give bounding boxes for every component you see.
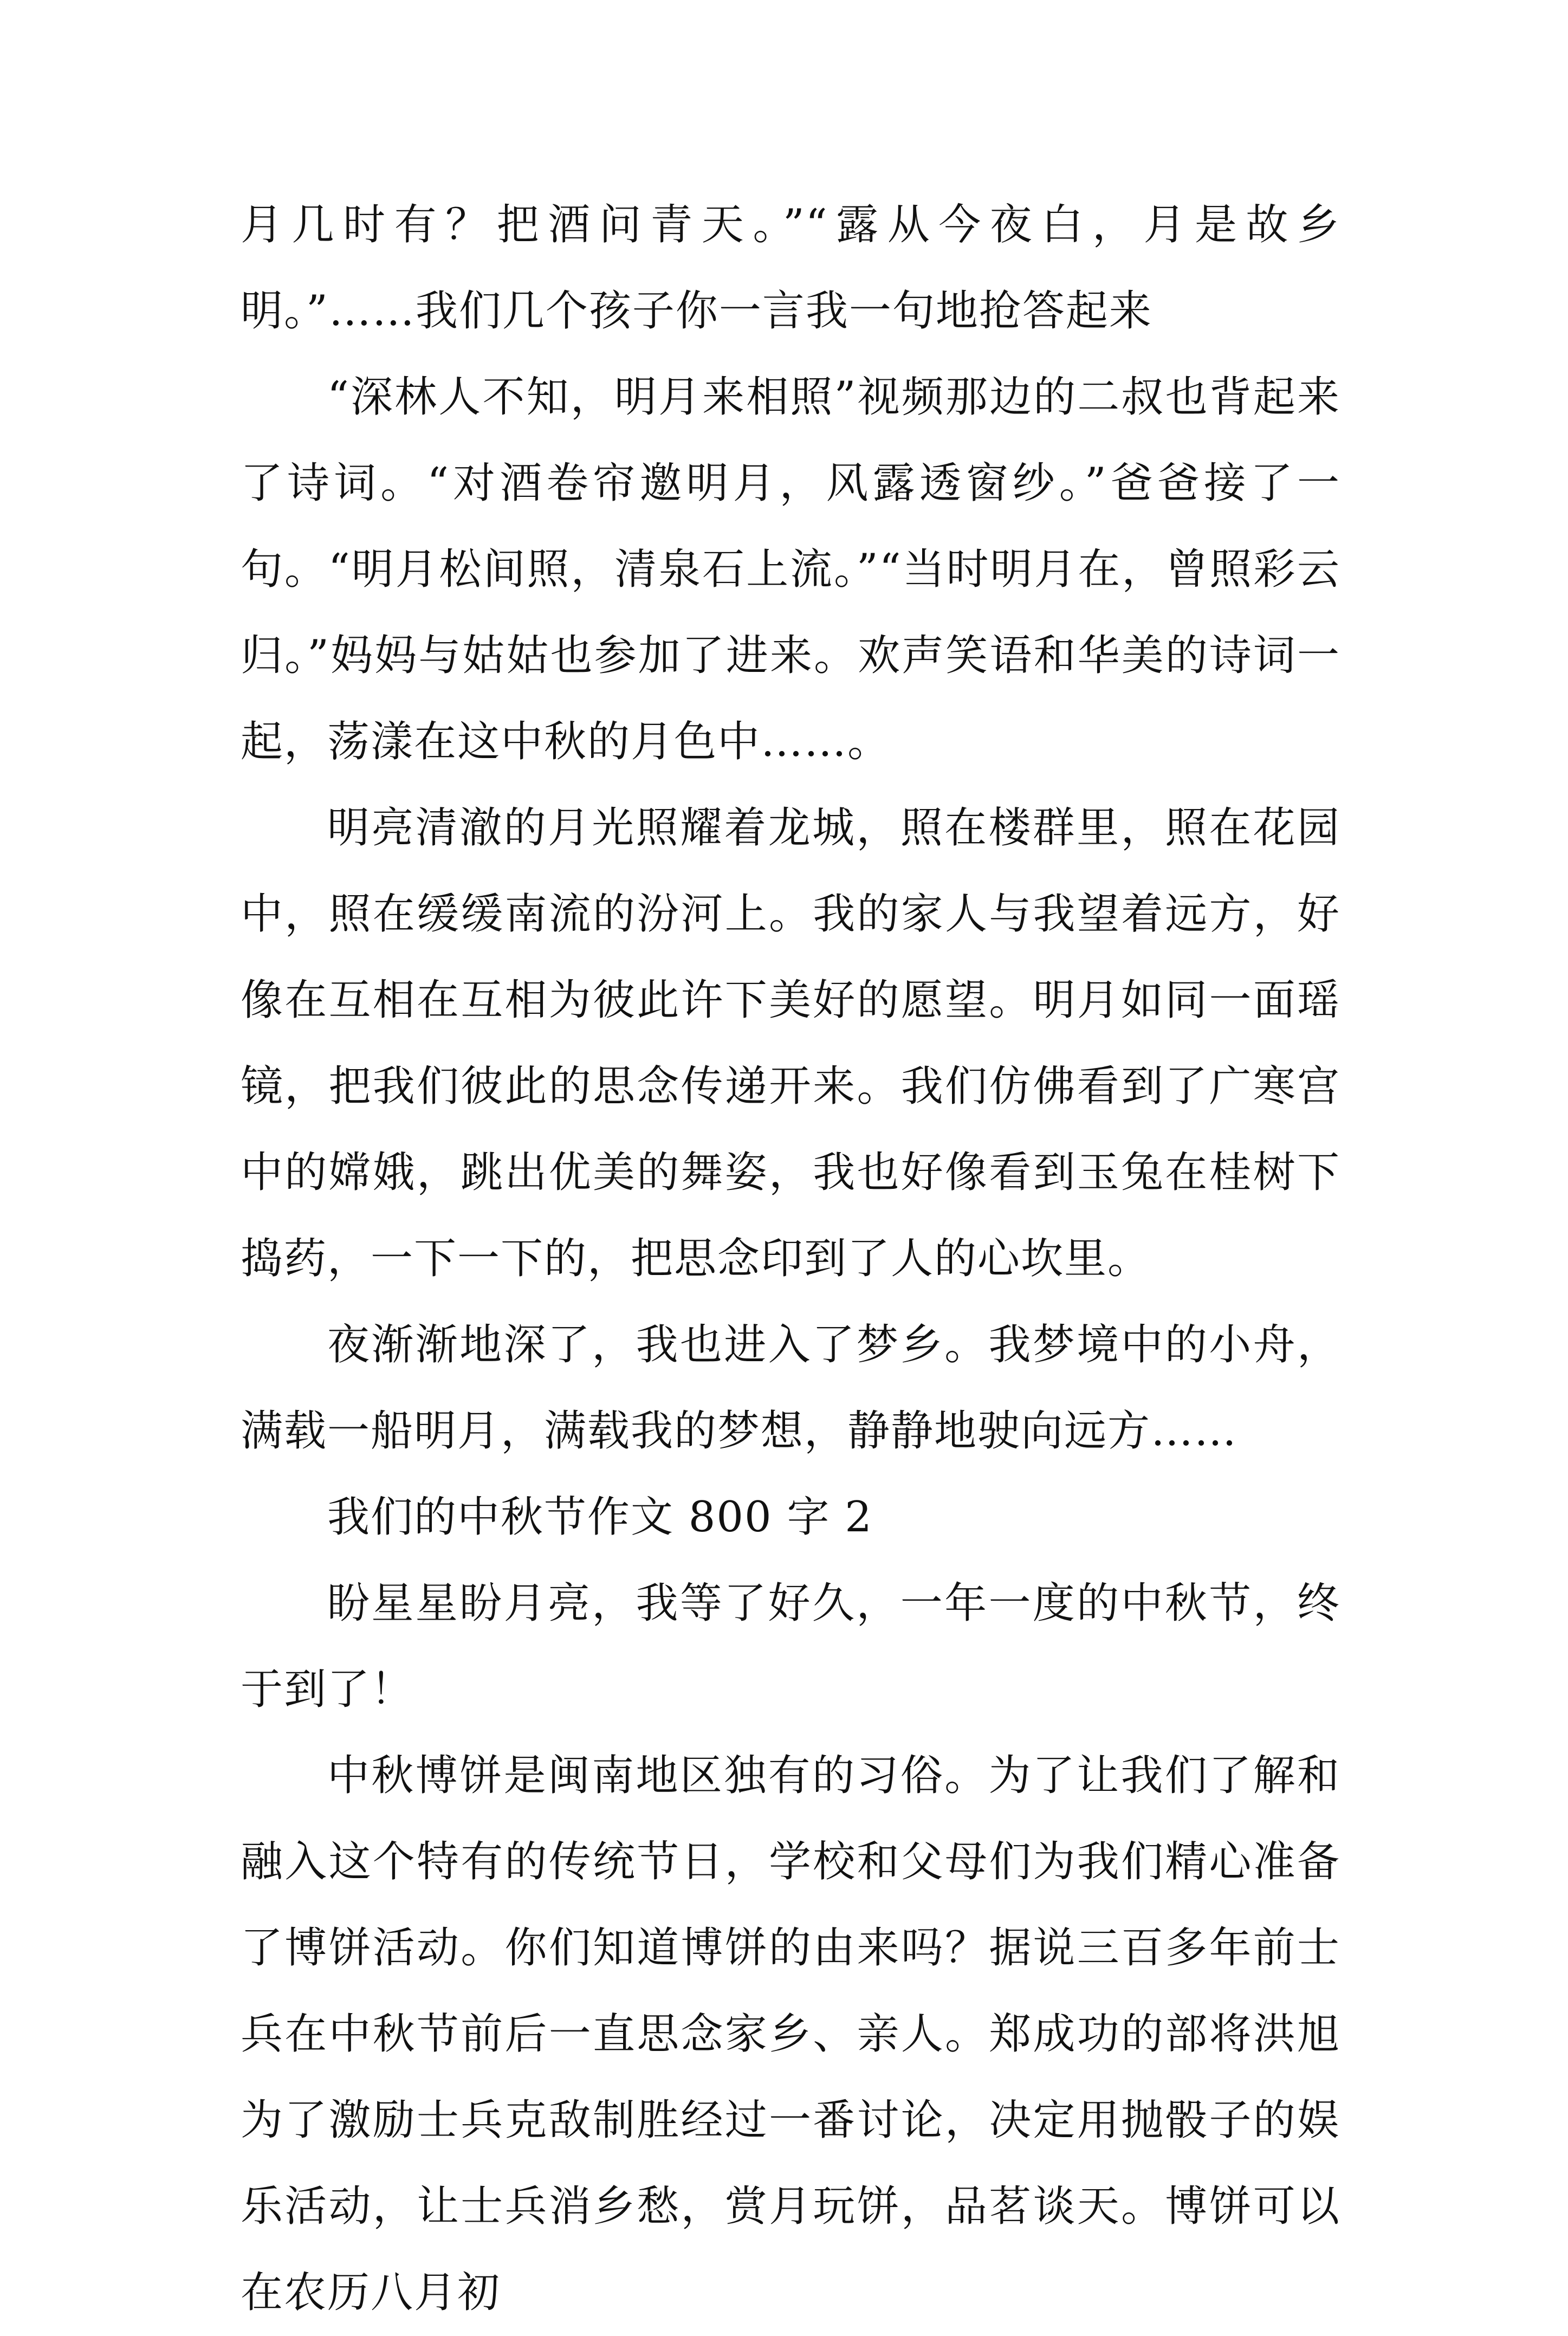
paragraph: 夜渐渐地深了，我也进入了梦乡。我梦境中的小舟，满载一船明月，满载我的梦想，静静地驶向远方…… [241, 1321, 1340, 1455]
paragraph: “深林人不知，明月来相照”视频那边的二叔也背起来了诗词。“对酒卷帘邀明月，风露透窗纱。”爸爸接了一句。“明月松间照，清泉石上流。”“当时明月在，曾照彩云归。”妈妈与姑姑也参加了进来。欢声笑语和华美的诗词一起，荡漾在这中秋的月色中……。 [241, 373, 1340, 766]
paragraph-continuation: 月几时有？把酒问青天。”“露从今夜白，月是故乡明。”……我们几个孩子你一言我一句地抢答起来 [241, 200, 1340, 335]
paragraph: 明亮清澈的月光照耀着龙城，照在楼群里，照在花园中，照在缓缓南流的汾河上。我的家人与我望着远方，好像在互相在互相为彼此许下美好的愿望。明月如同一面瑶镜，把我们彼此的思念传递开来。我们仿佛看到了广寒宫中的嫦娥，跳出优美的舞姿，我也好像看到玉兔在桂树下捣药，一下一下的，把思念印到了人的心坎里。 [241, 804, 1340, 1283]
section-title: 我们的中秋节作文 800 字 2 [327, 1493, 873, 1542]
article-body [241, 182, 1340, 2336]
paragraph: 中秋博饼是闽南地区独有的习俗。为了让我们了解和融入这个特有的传统节日，学校和父母们为我们精心准备了博饼活动。你们知道博饼的由来吗？据说三百多年前士兵在中秋节前后一直思念家乡、亲人。郑成功的部将洪旭为了激励士兵克敌制胜经过一番讨论，决定用抛骰子的娱乐活动，让士兵消乡愁，赏月玩饼，品茗谈天。博饼可以在农历八月初 [241, 1751, 1340, 2317]
paragraph: 盼星星盼月亮，我等了好久，一年一度的中秋节，终于到了！ [241, 1579, 1340, 1714]
